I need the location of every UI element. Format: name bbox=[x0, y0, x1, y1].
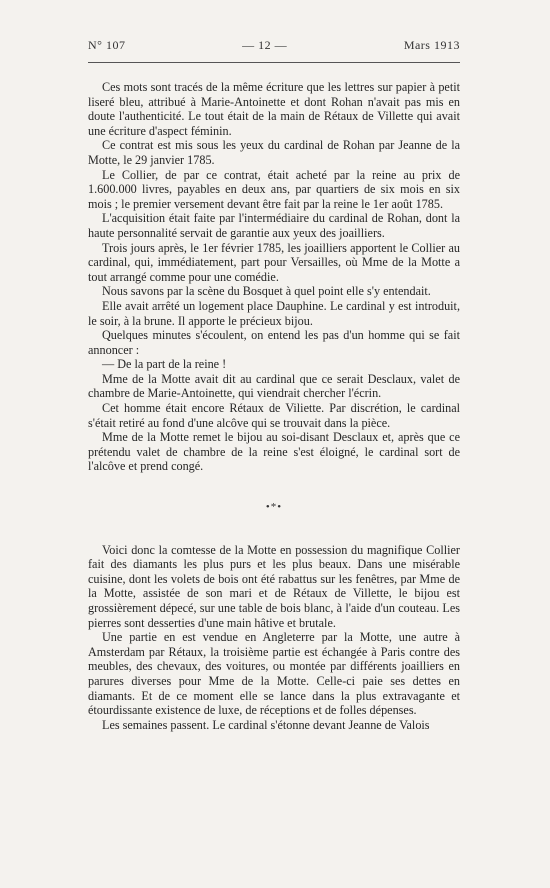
article-body bbox=[88, 80, 460, 732]
paragraph: Ce contrat est mis sous les yeux du cardinal de Rohan par Jeanne de la Motte, le 29 janvier 1785. bbox=[88, 138, 460, 167]
issue-date: Mars 1913 bbox=[403, 38, 460, 52]
paragraph: Mme de la Motte remet le bijou au soi-disant Desclaux et, après que ce prétendu valet de chambre de la reine s'est éloigné, le cardinal sort de l'alcôve et prend congé. bbox=[88, 430, 460, 474]
page-number: — 12 — bbox=[242, 38, 288, 52]
section-ornament: •*• bbox=[265, 501, 283, 514]
paragraph: Mme de la Motte avait dit au cardinal que ce serait Desclaux, valet de chambre de Marie-Antoinette, qui viendrait chercher l'écrin. bbox=[88, 371, 460, 401]
issue-number: N° 107 bbox=[88, 38, 126, 52]
paragraph: Trois jours après, le 1er février 1785, les joailliers apportent le Collier au cardinal, qui, immédiatement, part pour Versailles, où Mme de la Motte a tout arrangé comme pour une comédie. bbox=[88, 240, 460, 284]
paragraph: Le Collier, de par ce contrat, était acheté par la reine au prix de 1.600.000 livres, payables en deux ans, par quartiers de six mois en six mois ; le premier versement devant être fait par la reine le 1er août 1785. bbox=[88, 167, 460, 211]
paragraph: Ces mots sont tracés de la même écriture que les lettres sur papier à petit liseré bleu, attribué à Marie-Antoinette et dont Rohan n'avait pas mis en doute l'authenticité. Le tout était de la main de Rétaux de Villette qui avait une écriture d'aspect féminin. bbox=[88, 80, 460, 138]
header-rule bbox=[88, 62, 460, 63]
paragraph: Cet homme était encore Rétaux de Viliette. Par discrétion, le cardinal s'était retiré au fond d'une alcôve qui se trouvait dans la pièce. bbox=[88, 401, 460, 430]
paragraph: — De la part de la reine ! bbox=[102, 357, 227, 372]
paragraph: Nous savons par la scène du Bosquet à quel point elle s'y entendait. bbox=[102, 284, 431, 299]
paragraph: Elle avait arrêté un logement place Dauphine. Le cardinal y est introduit, le soir, à la brune. Il apporte le précieux bijou. bbox=[88, 298, 460, 328]
paragraph: Les semaines passent. Le cardinal s'étonne devant Jeanne de Valois bbox=[102, 717, 430, 732]
paragraph: L'acquisition était faite par l'intermédiaire du cardinal de Rohan, dont la haute personnalité servait de garantie aux yeux des joailliers. bbox=[88, 211, 460, 240]
page-header bbox=[88, 38, 460, 53]
paragraph: Une partie en est vendue en Angleterre par la Motte, une autre à Amsterdam par Rétaux, la troisième partie est échangée à Paris contre des meubles, des chevaux, des voitures, ou montée par différents joailliers en parures diverses pour Mme de la Motte. Celle-ci paie ses dettes en diamants. Et de ce moment elle se lance dans la plus extravagante et étourdissante existence de luxe, de réceptions et de folles dépenses. bbox=[88, 630, 460, 718]
paragraph: Quelques minutes s'écoulent, on entend les pas d'un homme qui se fait annoncer : bbox=[88, 328, 460, 357]
paragraph: Voici donc la comtesse de la Motte en possession du magnifique Collier fait des diamants les plus purs et les plus beaux. Dans une misérable cuisine, dont les volets de bois ont été rabattus sur les fenêtres, par Mme de la Motte, assistée de son mari et de Rétaux de Villette, le bijou est grossièrement dépecé, sur une table de bois blanc, à l'aide d'un couteau. Les pierres sont desserties d'une main hâtive et brutale. bbox=[88, 542, 460, 630]
